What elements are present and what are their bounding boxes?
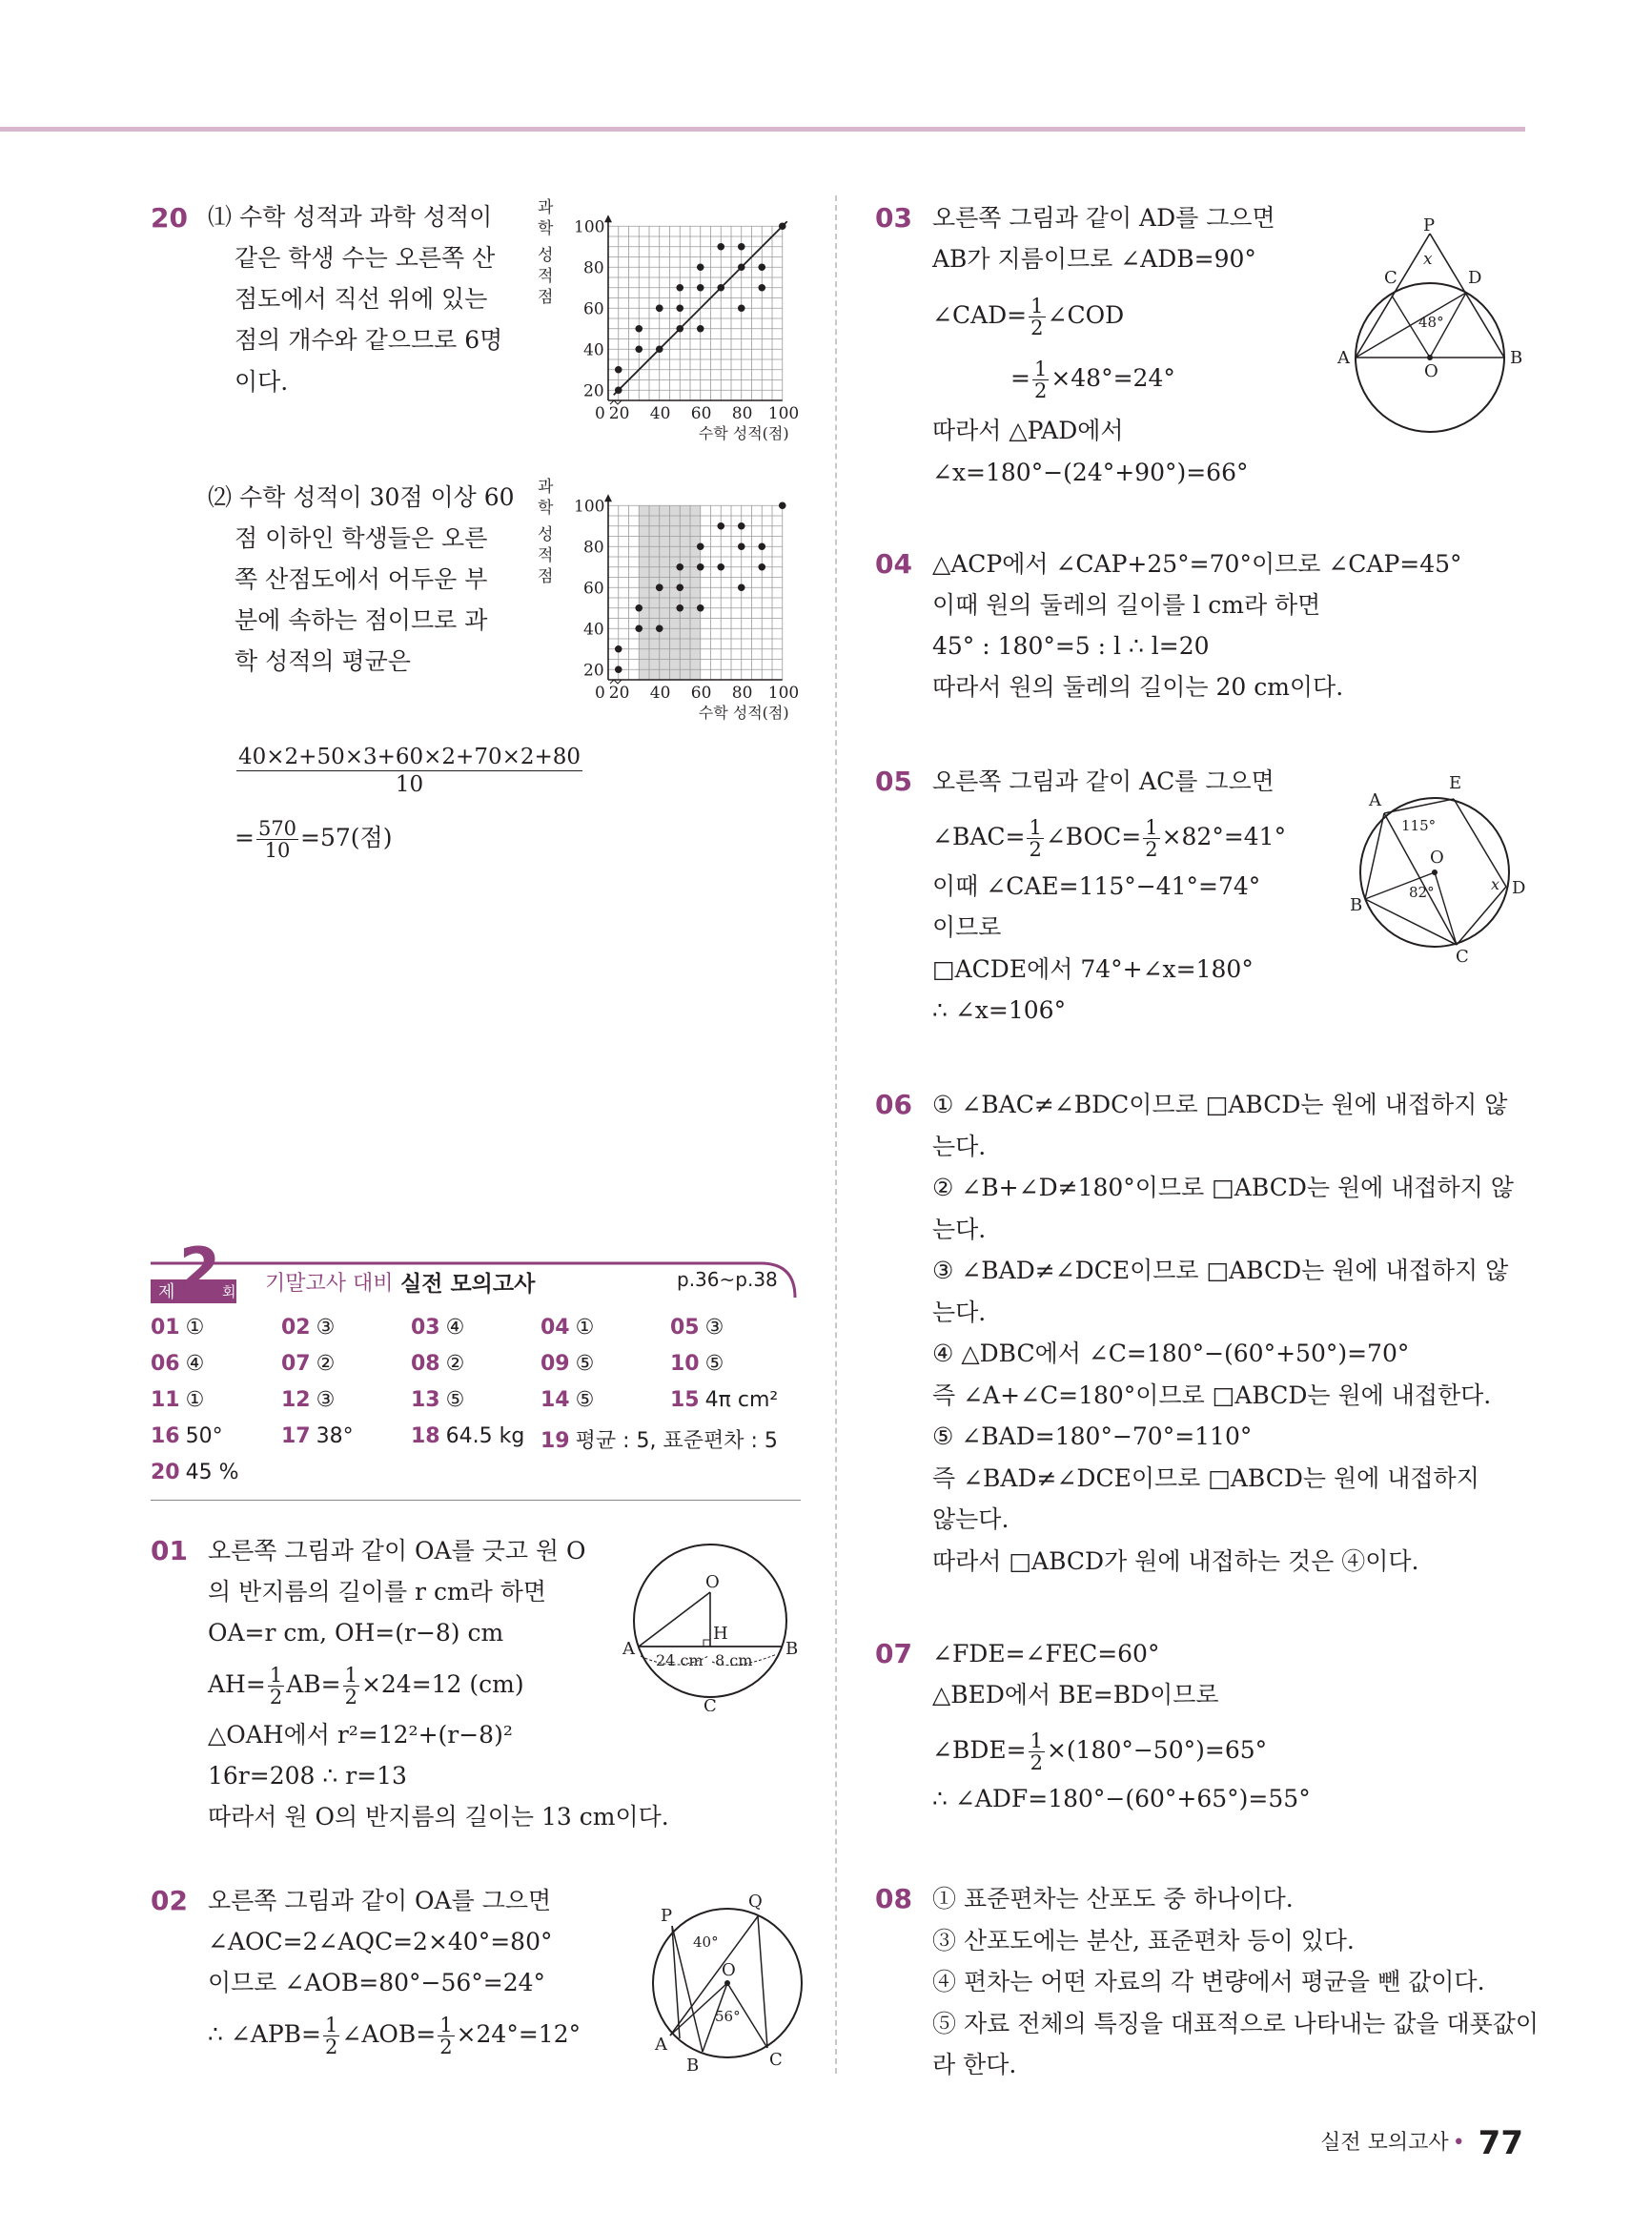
svg-text:A: A bbox=[1369, 790, 1381, 810]
svg-text:B: B bbox=[1510, 348, 1523, 368]
answer-item: 01 ① bbox=[151, 1316, 205, 1340]
answer-item: 20 45 % bbox=[151, 1461, 239, 1484]
header-round-number: 2 bbox=[179, 1235, 221, 1304]
answer-item: 06 ④ bbox=[151, 1352, 205, 1376]
scatter-plot-1-svg bbox=[524, 195, 810, 462]
y-axis-label-char: 성 bbox=[538, 246, 554, 265]
q20-calc bbox=[235, 744, 584, 798]
answer-item: 13 ⑤ bbox=[411, 1388, 465, 1412]
svg-text:O: O bbox=[1424, 361, 1438, 381]
q07-line: ∠FDE=∠FEC=60° bbox=[932, 1640, 1160, 1667]
q01-line: △OAH에서 r²=12²+(r−8)² bbox=[208, 1721, 513, 1749]
q02-line: 이므로 ∠AOB=80°−56°=24° bbox=[208, 1969, 546, 1996]
data-point bbox=[779, 501, 786, 509]
q08-line: ① 표준편차는 산포도 중 하나이다. bbox=[932, 1885, 1294, 1913]
svg-text:B: B bbox=[686, 2056, 700, 2076]
data-point bbox=[697, 263, 704, 271]
data-point bbox=[635, 345, 642, 353]
q08-line: ④ 편차는 어떤 자료의 각 변량에서 평균을 뺀 값이다. bbox=[932, 1968, 1485, 1995]
y-axis-label-char: 학 bbox=[538, 219, 554, 238]
q05-line: ∠BAC= $\frac{1}{2}$ ∠BOC= $\frac{1}{2}$ ×82°=41° bbox=[932, 816, 1287, 861]
q02-line: ∴ ∠APB= $\frac{1}{2}$ ∠AOB= $\frac{1}{2}$ ×24°=12° bbox=[208, 2014, 581, 2058]
q02-number: 02 bbox=[151, 1885, 188, 1916]
answer-item: 10 ⑤ bbox=[670, 1352, 724, 1376]
q06-line: ② ∠B+∠D≠180°이므로 □ABCD는 원에 내접하지 않 bbox=[932, 1174, 1514, 1201]
svg-text:P: P bbox=[1423, 215, 1436, 235]
q06-line: 는다. bbox=[932, 1298, 987, 1326]
scatter-plot-1 bbox=[524, 195, 810, 466]
y-tick-label: 80 bbox=[583, 258, 604, 278]
q01-line: 오른쪽 그림과 같이 OA를 긋고 원 O bbox=[208, 1537, 586, 1565]
q04-line: 45° : 180°=5 : l ∴ l=20 bbox=[932, 632, 1210, 660]
svg-text:82°: 82° bbox=[1409, 884, 1435, 901]
x-tick-label: 40 bbox=[649, 404, 671, 423]
y-tick-label: 40 bbox=[583, 620, 604, 640]
q03-line: 오른쪽 그림과 같이 AD를 그으면 bbox=[932, 204, 1275, 232]
q20-fraction: $\frac{40\times 2+50\times 3+60\times 2+70\times 2+80}{10}$ bbox=[238, 745, 581, 797]
header-je: 제 bbox=[158, 1282, 175, 1302]
q20-p2-line: 점 이하인 학생들은 오른 bbox=[235, 524, 488, 552]
answer-item: 17 38° bbox=[281, 1424, 354, 1448]
data-point bbox=[615, 366, 622, 374]
y-tick-label: 100 bbox=[574, 217, 605, 237]
data-point bbox=[697, 284, 704, 292]
q06-line: ③ ∠BAD≠∠DCE이므로 □ABCD는 원에 내접하지 않 bbox=[932, 1257, 1509, 1284]
y-axis-label-char: 점 bbox=[538, 288, 554, 307]
svg-text:C: C bbox=[704, 1696, 717, 1711]
answer-item: 07 ② bbox=[281, 1352, 336, 1376]
data-point bbox=[697, 325, 704, 333]
q20-calc2: = $\frac{570}{10}$ =57(점) bbox=[235, 817, 393, 862]
data-point bbox=[779, 222, 786, 230]
y-tick-label: 80 bbox=[583, 538, 604, 558]
data-point bbox=[717, 563, 724, 571]
svg-text:D: D bbox=[1512, 878, 1526, 898]
q01-line: 16r=208 ∴ r=13 bbox=[208, 1762, 407, 1790]
scatter-plot-2-svg bbox=[524, 475, 810, 742]
data-point bbox=[738, 583, 745, 591]
data-point bbox=[717, 522, 724, 530]
answer-divider bbox=[151, 1500, 801, 1501]
column-divider bbox=[835, 195, 837, 2074]
y-axis-label-char: 적 bbox=[538, 546, 554, 565]
q05-line: 이때 ∠CAE=115°−41°=74° bbox=[932, 872, 1261, 900]
svg-text:8 cm: 8 cm bbox=[715, 1651, 753, 1669]
header-hoe: 회 bbox=[222, 1283, 236, 1300]
q05-number: 05 bbox=[875, 766, 912, 797]
svg-text:O: O bbox=[1430, 848, 1444, 868]
x-axis-label: 수학 성적(점) bbox=[698, 704, 789, 722]
header-subtitle: 기말고사 대비 bbox=[265, 1272, 394, 1296]
answer-item: 11 ① bbox=[151, 1388, 205, 1412]
data-point bbox=[738, 243, 745, 251]
answer-item: 19 평균 : 5, 표준편차 : 5 bbox=[540, 1429, 778, 1453]
x-tick-label: 100 bbox=[767, 404, 800, 423]
q20-p2-line: 쪽 산점도에서 어두운 부 bbox=[235, 565, 488, 593]
q01-line: 따라서 원 O의 반지름의 길이는 13 cm이다. bbox=[208, 1803, 669, 1831]
data-point bbox=[738, 522, 745, 530]
data-point bbox=[676, 563, 683, 571]
q06-line: 따라서 □ABCD가 원에 내접하는 것은 ④이다. bbox=[932, 1546, 1419, 1575]
svg-text:40°: 40° bbox=[693, 1933, 719, 1951]
q03-figure bbox=[1335, 215, 1525, 442]
data-point bbox=[635, 624, 642, 632]
exam-header bbox=[151, 1235, 801, 1304]
q05-line: 이므로 bbox=[932, 913, 1002, 941]
y-axis-arrow bbox=[604, 215, 612, 222]
q06-line: 않는다. bbox=[932, 1505, 1010, 1533]
q07-line: △BED에서 BE=BD이므로 bbox=[932, 1681, 1219, 1708]
q07-line: ∴ ∠ADF=180°−(60°+65°)=55° bbox=[932, 1785, 1311, 1812]
data-point bbox=[615, 665, 622, 673]
x-tick-label: 60 bbox=[690, 684, 712, 703]
y-tick-label: 60 bbox=[583, 579, 604, 599]
answer-item: 09 ⑤ bbox=[540, 1352, 595, 1376]
q07-line: ∠BDE= $\frac{1}{2}$ ×(180°−50°)=65° bbox=[932, 1729, 1268, 1774]
data-point bbox=[635, 604, 642, 612]
q03-number: 03 bbox=[875, 202, 912, 234]
data-point bbox=[656, 304, 663, 312]
q06-line: 즉 ∠BAD≠∠DCE이므로 □ABCD는 원에 내접하지 bbox=[932, 1463, 1479, 1492]
q01-number: 01 bbox=[151, 1535, 188, 1566]
answer-item: 02 ③ bbox=[281, 1316, 336, 1340]
q20-p2-line: 학 성적의 평균은 bbox=[235, 647, 411, 675]
data-point bbox=[635, 325, 642, 333]
q02-line: ∠AOC=2∠AQC=2×40°=80° bbox=[208, 1928, 553, 1955]
data-point bbox=[758, 542, 765, 550]
header-title: 실전 모의고사 bbox=[400, 1272, 536, 1297]
svg-text:115°: 115° bbox=[1401, 817, 1437, 834]
data-point bbox=[697, 604, 704, 612]
answer-item: 12 ③ bbox=[281, 1388, 336, 1412]
svg-text:O: O bbox=[722, 1960, 736, 1980]
data-point bbox=[676, 583, 683, 591]
x-tick-label: 80 bbox=[731, 404, 753, 423]
q06-number: 06 bbox=[875, 1089, 912, 1120]
svg-text:B: B bbox=[785, 1639, 799, 1659]
page-footer: 실전 모의고사 • 77 bbox=[1320, 2124, 1523, 2162]
data-point bbox=[697, 563, 704, 571]
data-point bbox=[697, 542, 704, 550]
q01-figure bbox=[620, 1540, 801, 1715]
q05-line: ∴ ∠x=106° bbox=[932, 996, 1067, 1024]
svg-text:A: A bbox=[622, 1639, 635, 1659]
svg-text:24 cm: 24 cm bbox=[656, 1651, 704, 1669]
data-point bbox=[758, 263, 765, 271]
q20-p1-line: 같은 학생 수는 오른쪽 산 bbox=[235, 244, 496, 272]
data-point bbox=[656, 583, 663, 591]
q05-figure bbox=[1344, 767, 1530, 967]
q20-p2-line: ⑵ 수학 성적이 30점 이상 60 bbox=[208, 483, 515, 511]
svg-text:A: A bbox=[655, 2035, 667, 2055]
x-tick-label: 0 bbox=[595, 404, 605, 423]
q08-line: ⑤ 자료 전체의 특징을 대표적으로 나타내는 값을 대푯값이 bbox=[932, 2009, 1540, 2037]
data-point bbox=[717, 243, 724, 251]
y-axis-label-char: 성 bbox=[538, 525, 554, 544]
q06-line: ⑤ ∠BAD=180°−70°=110° bbox=[932, 1422, 1253, 1450]
answer-item: 08 ② bbox=[411, 1352, 465, 1376]
y-axis-label-char: 과 bbox=[538, 198, 554, 217]
q04-number: 04 bbox=[875, 548, 912, 580]
header-pages: p.36~p.38 bbox=[677, 1268, 778, 1291]
data-point bbox=[656, 624, 663, 632]
q01-line: AH= $\frac{1}{2}$ AB= $\frac{1}{2}$ ×24=12 (cm) bbox=[208, 1664, 524, 1708]
data-point bbox=[758, 284, 765, 292]
q20-fraction2: $\frac{570}{10}$ bbox=[257, 817, 297, 862]
data-point bbox=[676, 284, 683, 292]
q08-line: 라 한다. bbox=[932, 2051, 1017, 2078]
y-tick-label: 60 bbox=[583, 299, 604, 319]
x-tick-label: 20 bbox=[608, 404, 630, 423]
svg-text:A: A bbox=[1337, 348, 1350, 368]
x-axis-label: 수학 성적(점) bbox=[698, 424, 789, 442]
q04-line: 이때 원의 둘레의 길이를 l cm라 하면 bbox=[932, 591, 1321, 619]
q03-line: = $\frac{1}{2}$ ×48°=24° bbox=[1010, 358, 1175, 402]
q07-number: 07 bbox=[875, 1638, 912, 1669]
q01-line: 의 반지름의 길이를 r cm라 하면 bbox=[208, 1578, 547, 1606]
data-point bbox=[615, 386, 622, 394]
scatter-plot-2 bbox=[524, 475, 810, 746]
q03-line: 따라서 △PAD에서 bbox=[932, 417, 1124, 444]
y-axis-label-char: 학 bbox=[538, 499, 554, 518]
y-tick-label: 100 bbox=[574, 497, 605, 517]
svg-text:Q: Q bbox=[748, 1892, 763, 1912]
svg-text:E: E bbox=[1449, 773, 1462, 793]
q04-line: 따라서 원의 둘레의 길이는 20 cm이다. bbox=[932, 673, 1344, 701]
q20-p1-line: 이다. bbox=[235, 368, 289, 396]
q20-p1-line: ⑴ 수학 성적과 과학 성적이 bbox=[208, 203, 493, 231]
data-point bbox=[656, 345, 663, 353]
q06-line: 는다. bbox=[932, 1132, 987, 1160]
answer-item: 16 50° bbox=[151, 1424, 223, 1448]
q02-figure bbox=[643, 1888, 810, 2082]
q06-line: 는다. bbox=[932, 1215, 987, 1243]
q02-line: 오른쪽 그림과 같이 OA를 그으면 bbox=[208, 1887, 552, 1914]
answer-item: 05 ③ bbox=[670, 1316, 724, 1340]
page-number: 77 bbox=[1478, 2124, 1523, 2162]
q20-p1-line: 점도에서 직선 위에 있는 bbox=[235, 285, 488, 313]
y-tick-label: 20 bbox=[583, 381, 604, 401]
q01-line: OA=r cm, OH=(r−8) cm bbox=[208, 1619, 504, 1647]
top-decor-bar bbox=[0, 127, 1525, 132]
svg-text:O: O bbox=[705, 1572, 720, 1592]
data-point bbox=[676, 604, 683, 612]
q03-line: ∠x=180°−(24°+90°)=66° bbox=[932, 459, 1249, 486]
svg-text:C: C bbox=[769, 2050, 783, 2070]
answer-item: 03 ④ bbox=[411, 1316, 465, 1340]
data-point bbox=[615, 645, 622, 653]
data-point bbox=[738, 542, 745, 550]
footer-label: 실전 모의고사 bbox=[1320, 2131, 1449, 2155]
svg-text:D: D bbox=[1468, 268, 1482, 288]
x-tick-label: 20 bbox=[608, 684, 630, 703]
x-tick-label: 40 bbox=[649, 684, 671, 703]
data-point bbox=[717, 284, 724, 292]
y-tick-label: 20 bbox=[583, 661, 604, 681]
q06-line: 즉 ∠A+∠C=180°이므로 □ABCD는 원에 내접한다. bbox=[932, 1381, 1492, 1409]
data-point bbox=[676, 304, 683, 312]
svg-text:48°: 48° bbox=[1418, 314, 1444, 331]
svg-text:56°: 56° bbox=[715, 2008, 741, 2025]
q05-line: □ACDE에서 74°+∠x=180° bbox=[932, 955, 1254, 983]
q06-line: ④ △DBC에서 ∠C=180°−(60°+50°)=70° bbox=[932, 1340, 1410, 1367]
q20-p1-line: 점의 개수와 같으므로 6명 bbox=[235, 326, 503, 354]
q05-line: 오른쪽 그림과 같이 AC를 그으면 bbox=[932, 767, 1275, 795]
svg-text:x: x bbox=[1491, 875, 1500, 893]
y-axis-label-char: 점 bbox=[538, 567, 554, 586]
y-tick-label: 40 bbox=[583, 340, 604, 360]
x-tick-label: 0 bbox=[595, 684, 605, 703]
data-point bbox=[738, 263, 745, 271]
data-point bbox=[758, 563, 765, 571]
y-axis-arrow bbox=[604, 494, 612, 501]
x-tick-label: 100 bbox=[767, 684, 800, 703]
q20-number: 20 bbox=[151, 202, 188, 234]
q06-line: ① ∠BAC≠∠BDC이므로 □ABCD는 원에 내접하지 않 bbox=[932, 1091, 1508, 1118]
svg-text:H: H bbox=[713, 1624, 728, 1644]
svg-text:P: P bbox=[661, 1906, 673, 1926]
answer-item: 18 64.5 kg bbox=[411, 1424, 525, 1448]
svg-text:B: B bbox=[1350, 895, 1363, 915]
svg-text:C: C bbox=[1384, 268, 1397, 288]
svg-text:C: C bbox=[1456, 947, 1469, 963]
q03-line: AB가 지름이므로 ∠ADB=90° bbox=[932, 245, 1256, 273]
answer-item: 15 4π cm² bbox=[670, 1388, 779, 1412]
q08-line: ③ 산포도에는 분산, 표준편차 등이 있다. bbox=[932, 1926, 1355, 1954]
data-point bbox=[738, 304, 745, 312]
svg-text:x: x bbox=[1423, 250, 1433, 269]
q08-number: 08 bbox=[875, 1883, 912, 1914]
x-tick-label: 60 bbox=[690, 404, 712, 423]
q20-p2-line: 분에 속하는 점이므로 과 bbox=[235, 606, 488, 634]
y-axis-label-char: 과 bbox=[538, 478, 554, 497]
q04-line: △ACP에서 ∠CAP+25°=70°이므로 ∠CAP=45° bbox=[932, 550, 1462, 578]
x-tick-label: 80 bbox=[731, 684, 753, 703]
q03-line: ∠CAD= $\frac{1}{2}$ ∠COD bbox=[932, 295, 1125, 339]
answer-item: 04 ① bbox=[540, 1316, 595, 1340]
answer-item: 14 ⑤ bbox=[540, 1388, 595, 1412]
y-axis-label-char: 적 bbox=[538, 267, 554, 286]
data-point bbox=[676, 325, 683, 333]
